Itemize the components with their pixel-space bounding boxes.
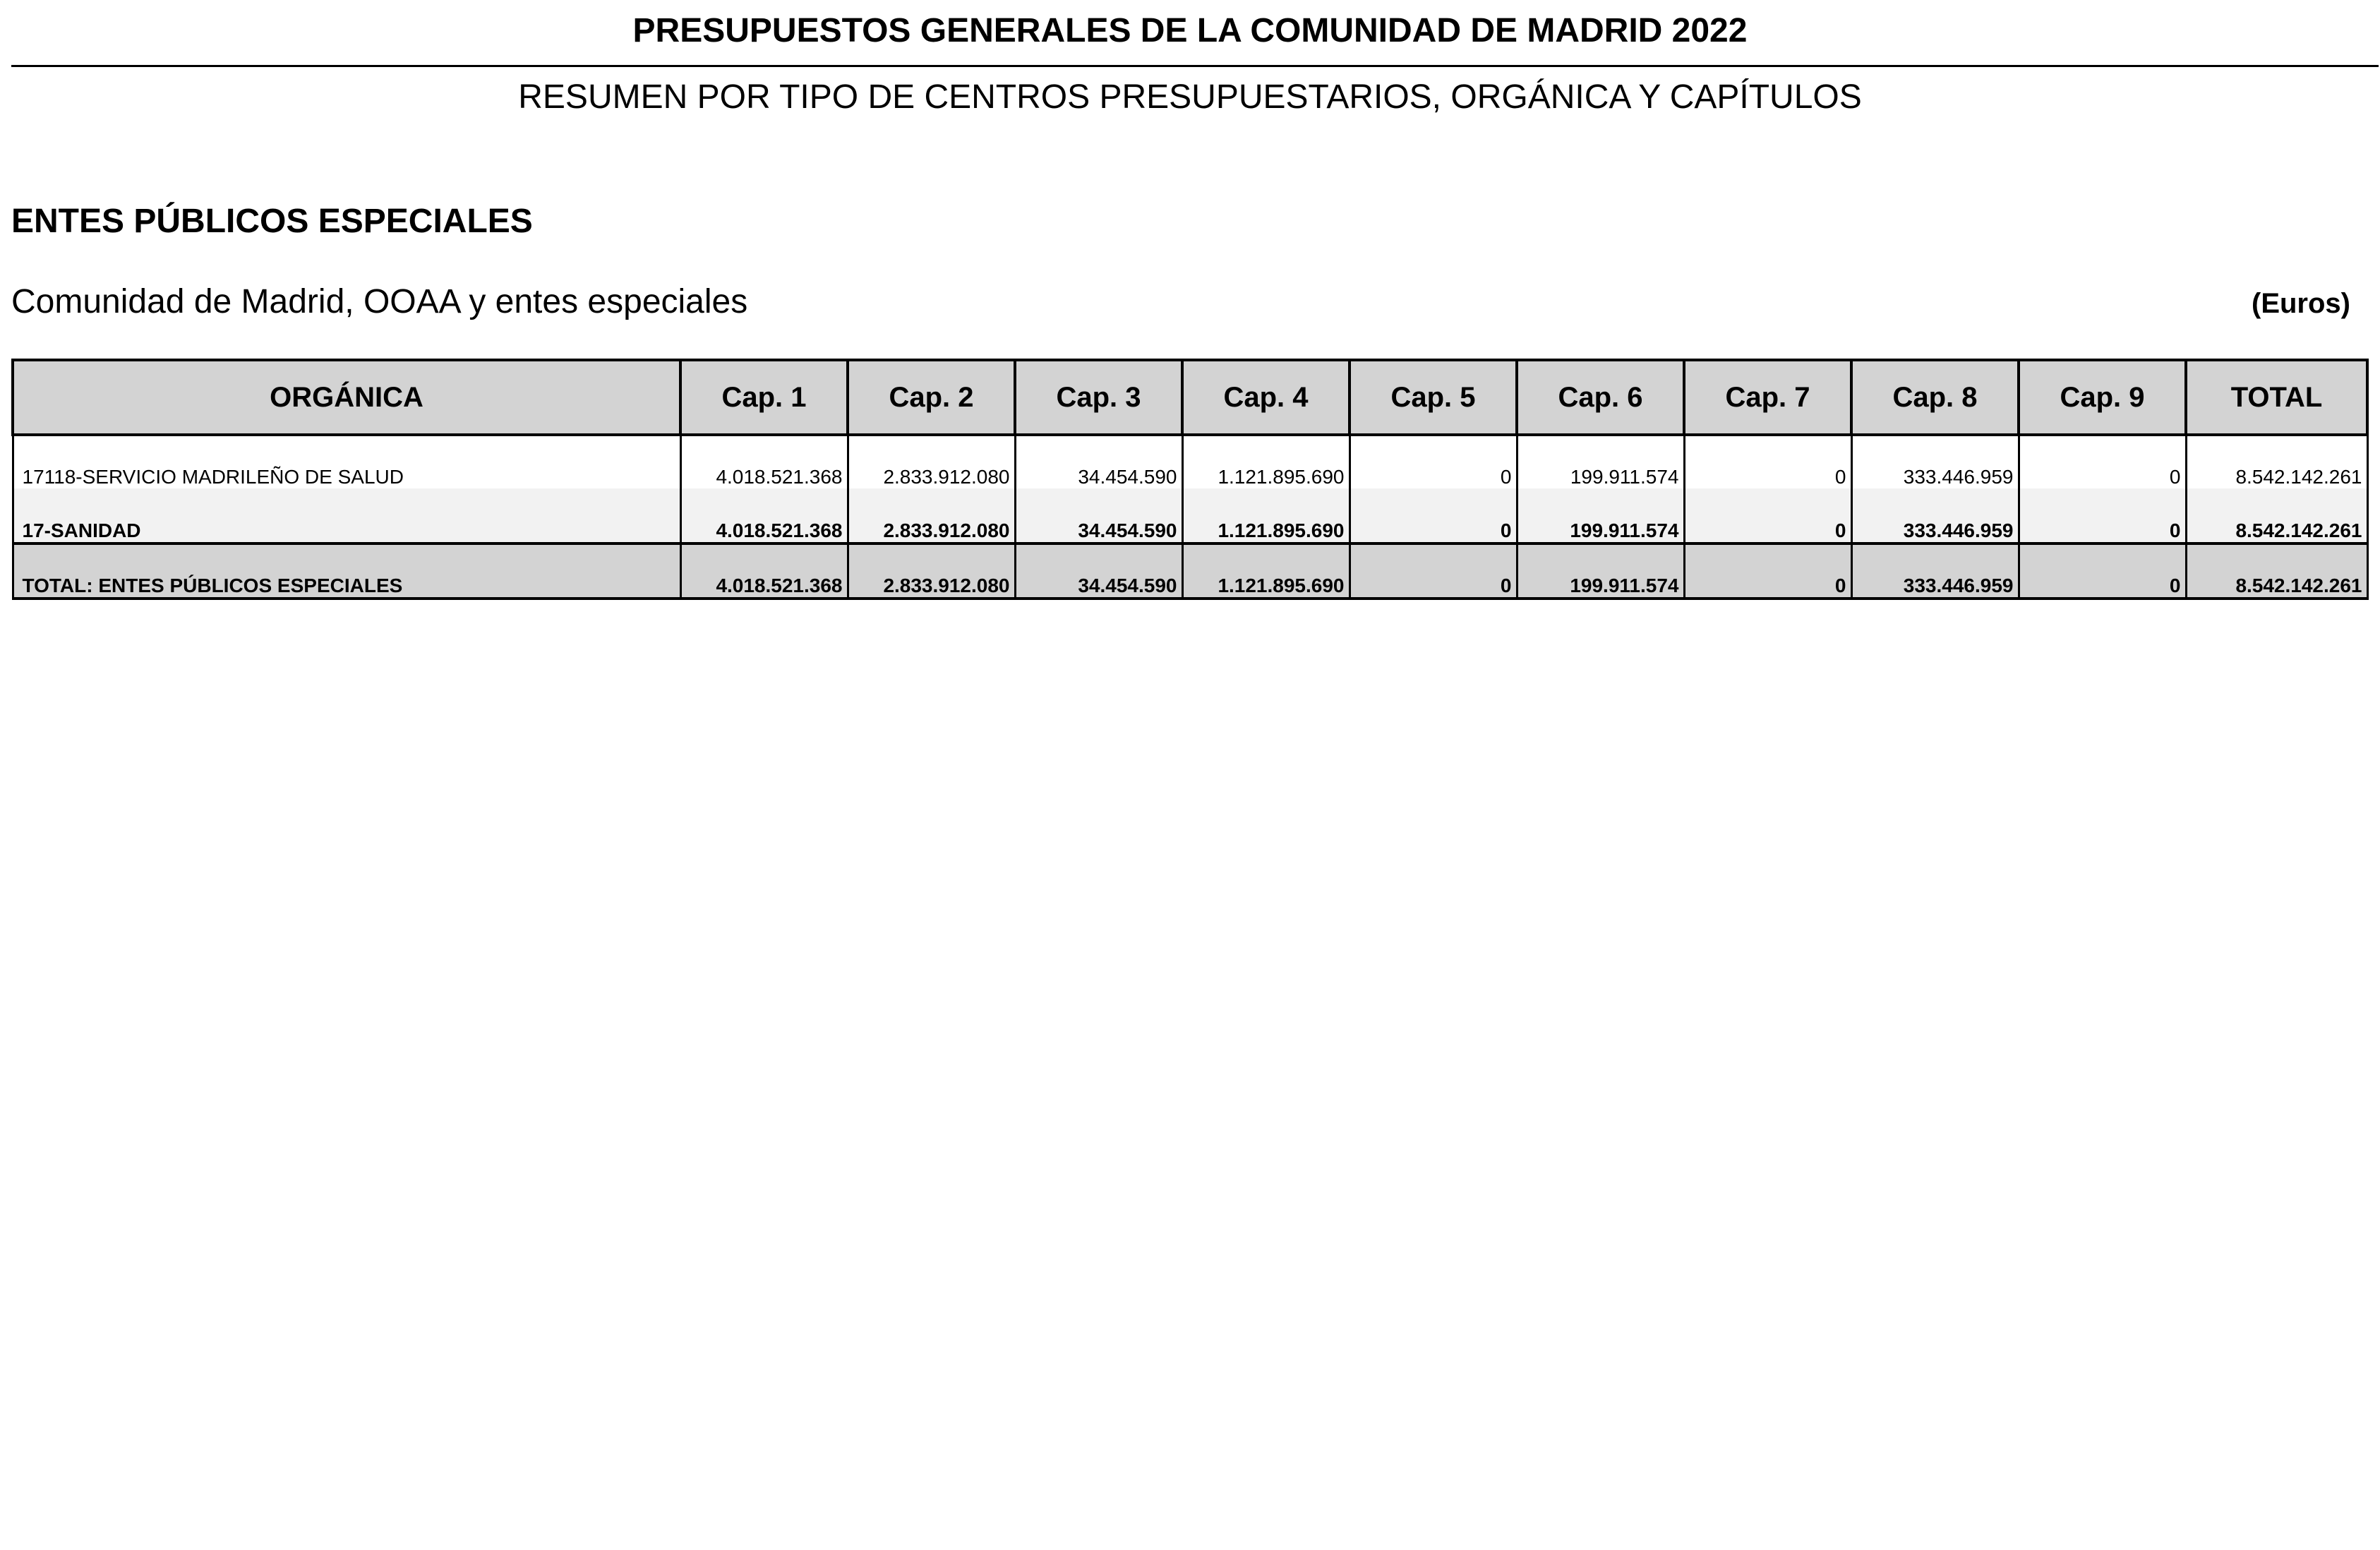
cap-6-cell: 199.911.574 xyxy=(1517,435,1684,488)
page-subtitle: RESUMEN POR TIPO DE CENTROS PRESUPUESTARIOS, ORGÁNICA Y CAPÍTULOS xyxy=(518,78,1862,116)
total-cell: 8.542.142.261 xyxy=(2186,488,2367,543)
page-title: PRESUPUESTOS GENERALES DE LA COMUNIDAD DE MADRID 2022 xyxy=(632,12,1748,49)
table-row-subtotal xyxy=(13,488,2367,543)
budget-summary-table xyxy=(11,359,2369,600)
cap-4-cell: 1.121.895.690 xyxy=(1182,488,1350,543)
cap-7-cell: 0 xyxy=(1684,435,1851,488)
table-header-row xyxy=(13,360,2367,435)
cap-4-cell: 1.121.895.690 xyxy=(1182,435,1350,488)
column-header-cap-1: Cap. 1 xyxy=(680,360,848,435)
cap-6-cell: 199.911.574 xyxy=(1517,543,1684,599)
organica-cell: TOTAL: ENTES PÚBLICOS ESPECIALES xyxy=(13,543,680,599)
cap-3-cell: 34.454.590 xyxy=(1015,435,1182,488)
cap-5-cell: 0 xyxy=(1350,488,1517,543)
table-row-detail xyxy=(13,435,2367,488)
column-header-cap-6: Cap. 6 xyxy=(1517,360,1684,435)
cap-6-cell: 199.911.574 xyxy=(1517,488,1684,543)
column-header-cap-7: Cap. 7 xyxy=(1684,360,1851,435)
cap-9-cell: 0 xyxy=(2019,435,2186,488)
cap-5-cell: 0 xyxy=(1350,543,1517,599)
column-header-cap-9: Cap. 9 xyxy=(2019,360,2186,435)
cap-2-cell: 2.833.912.080 xyxy=(848,435,1015,488)
column-header-total: TOTAL xyxy=(2186,360,2367,435)
column-header-cap-2: Cap. 2 xyxy=(848,360,1015,435)
cap-1-cell: 4.018.521.368 xyxy=(680,435,848,488)
cap-8-cell: 333.446.959 xyxy=(1851,543,2019,599)
total-cell: 8.542.142.261 xyxy=(2186,543,2367,599)
column-header-cap-3: Cap. 3 xyxy=(1015,360,1182,435)
cap-1-cell: 4.018.521.368 xyxy=(680,543,848,599)
organica-cell: 17-SANIDAD xyxy=(13,488,680,543)
column-header-cap-4: Cap. 4 xyxy=(1182,360,1350,435)
cap-3-cell: 34.454.590 xyxy=(1015,488,1182,543)
cap-2-cell: 2.833.912.080 xyxy=(848,543,1015,599)
cap-3-cell: 34.454.590 xyxy=(1015,543,1182,599)
cap-9-cell: 0 xyxy=(2019,488,2186,543)
title-divider xyxy=(11,65,2379,67)
cap-8-cell: 333.446.959 xyxy=(1851,435,2019,488)
section-title: ENTES PÚBLICOS ESPECIALES xyxy=(11,203,533,240)
cap-7-cell: 0 xyxy=(1684,543,1851,599)
currency-unit-label: (Euros) xyxy=(2252,288,2350,319)
column-header-cap-5: Cap. 5 xyxy=(1350,360,1517,435)
column-header-cap-8: Cap. 8 xyxy=(1851,360,2019,435)
cap-4-cell: 1.121.895.690 xyxy=(1182,543,1350,599)
cap-8-cell: 333.446.959 xyxy=(1851,488,2019,543)
table-row-grand-total xyxy=(13,543,2367,599)
organica-cell: 17118-SERVICIO MADRILEÑO DE SALUD xyxy=(13,435,680,488)
cap-2-cell: 2.833.912.080 xyxy=(848,488,1015,543)
cap-7-cell: 0 xyxy=(1684,488,1851,543)
total-cell: 8.542.142.261 xyxy=(2186,435,2367,488)
scope-label: Comunidad de Madrid, OOAA y entes especiales xyxy=(11,283,748,320)
cap-5-cell: 0 xyxy=(1350,435,1517,488)
column-header-organica: ORGÁNICA xyxy=(13,360,680,435)
cap-1-cell: 4.018.521.368 xyxy=(680,488,848,543)
cap-9-cell: 0 xyxy=(2019,543,2186,599)
